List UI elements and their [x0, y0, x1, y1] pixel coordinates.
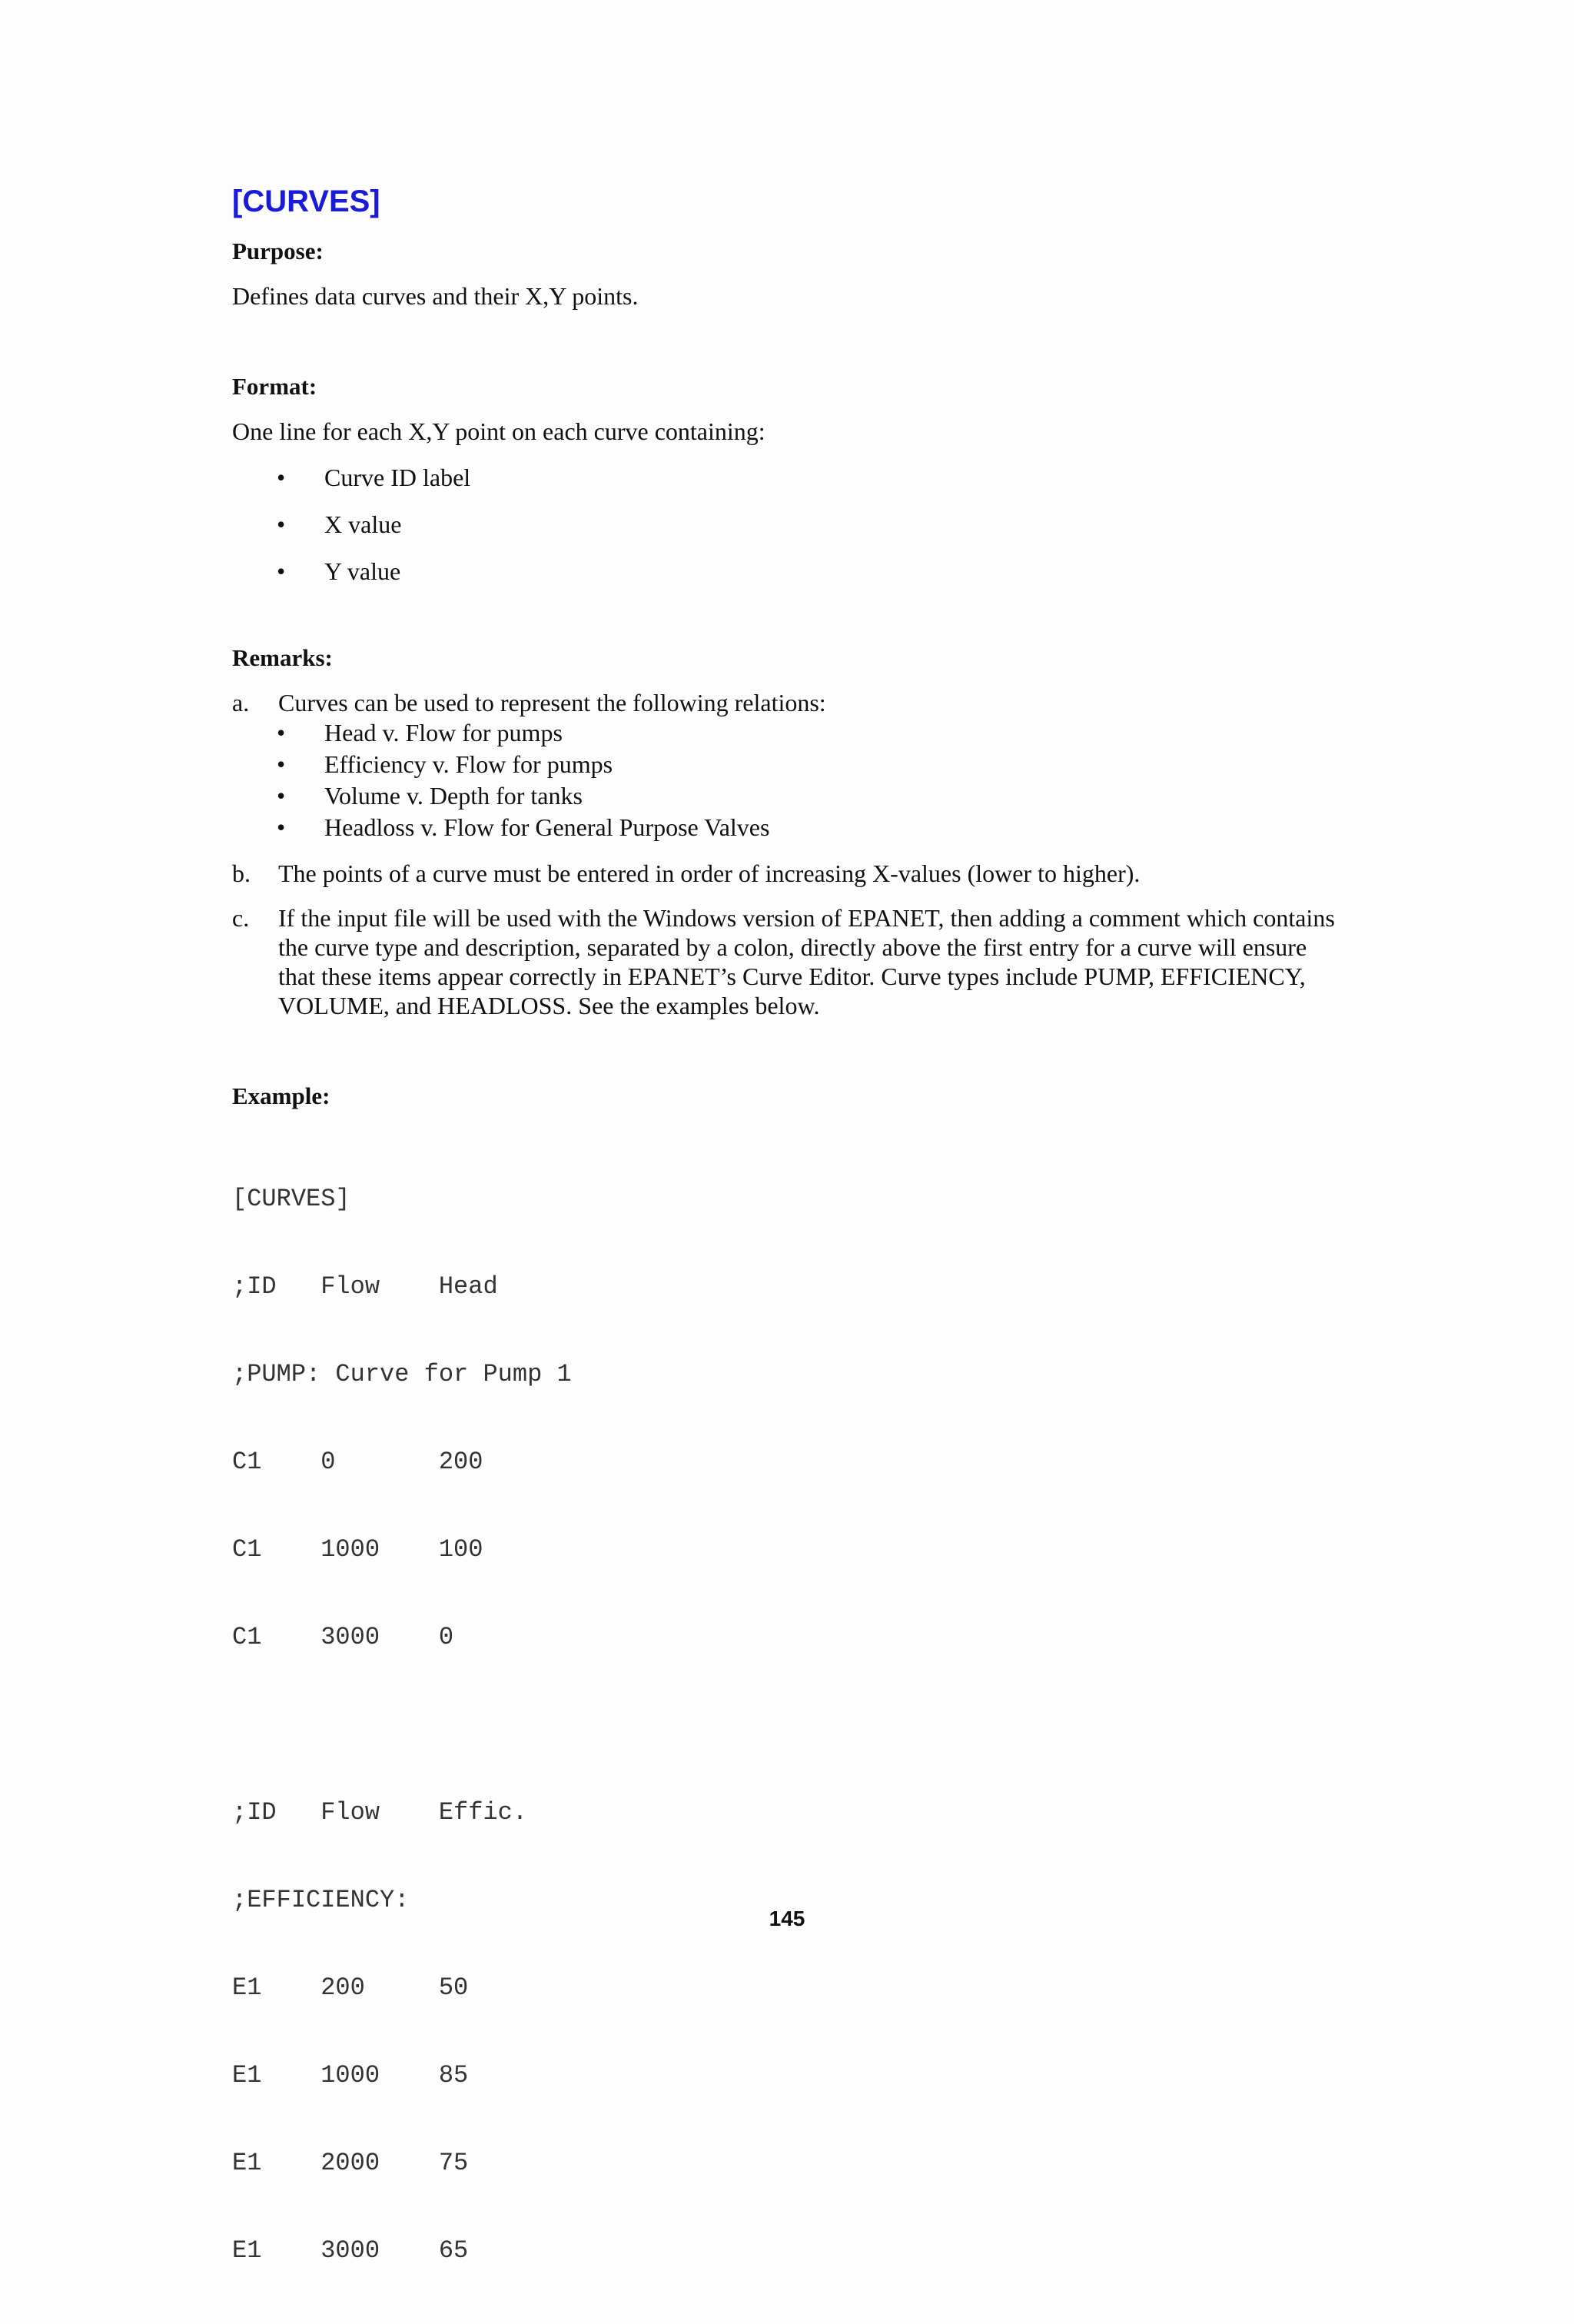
remark-item: [232, 903, 1339, 1020]
list-item-text: Headloss v. Flow for General Purpose Valves: [324, 813, 770, 841]
purpose-heading: Purpose:: [232, 238, 324, 264]
list-item: [278, 812, 1339, 843]
code-line: ;PUMP: Curve for Pump 1: [232, 1360, 572, 1388]
remarks-list: [232, 688, 1339, 1020]
document-page: [232, 183, 1339, 2324]
list-item-text: X value: [324, 510, 402, 538]
list-item-text: Efficiency v. Flow for pumps: [324, 750, 613, 778]
list-item-text: Curve ID label: [324, 464, 471, 491]
remark-letter: b.: [232, 859, 251, 887]
relations-list: [278, 717, 1339, 843]
list-item: [278, 749, 1339, 780]
code-block: [232, 1126, 1339, 2324]
bullet-icon: •: [277, 750, 286, 778]
remark-text: Curves can be used to represent the following relations:: [278, 689, 826, 716]
list-item-text: Y value: [324, 557, 401, 585]
example-heading: Example:: [232, 1082, 330, 1109]
purpose-section: [232, 237, 1339, 311]
code-line: [CURVES]: [232, 1185, 350, 1213]
code-line: E1 1000 85: [232, 2061, 469, 2090]
purpose-text: Defines data curves and their X,Y points.: [232, 282, 639, 310]
list-item: [278, 780, 1339, 812]
format-intro: One line for each X,Y point on each curve containing:: [232, 417, 765, 445]
page-number: 145: [769, 1907, 805, 1930]
code-line: ;ID Flow Effic.: [232, 1798, 528, 1827]
example-section: [232, 1082, 1339, 2324]
list-item: [232, 463, 1339, 492]
code-line: C1 0 200: [232, 1448, 483, 1476]
bullet-icon: •: [277, 464, 286, 491]
format-section: [232, 372, 1339, 586]
bullet-icon: •: [277, 719, 286, 746]
remarks-heading: Remarks:: [232, 644, 333, 671]
code-line: ;ID Flow Head: [232, 1272, 498, 1301]
code-line: ;EFFICIENCY:: [232, 1886, 410, 1914]
code-line: E1 200 50: [232, 1973, 469, 2002]
remark-letter: a.: [232, 689, 250, 716]
bullet-icon: •: [277, 557, 286, 585]
remark-item: [232, 859, 1339, 888]
bullet-icon: •: [277, 813, 286, 841]
list-item: [232, 510, 1339, 539]
bullet-icon: •: [277, 782, 286, 810]
remark-letter: c.: [232, 904, 250, 932]
code-line: [232, 1711, 1339, 1740]
code-line: C1 3000 0: [232, 1623, 454, 1651]
remark-text: If the input file will be used with the Windows version of EPANET, then adding a comment which contains the curve type and description, separated by a colon, directly above the first entry for a curve will ensure that these items appear correctly in EPANET’s Curve Editor. Curve types include PUMP, EFFICIENCY, VOLUME, and HEADLOSS. See the examples below.: [278, 904, 1335, 1019]
code-line: E1 3000 65: [232, 2236, 469, 2265]
section-title: [CURVES]: [232, 185, 380, 218]
list-item-text: Volume v. Depth for tanks: [324, 782, 583, 810]
remarks-section: [232, 643, 1339, 1020]
list-item: [278, 717, 1339, 749]
format-heading: Format:: [232, 373, 317, 400]
remark-item: [232, 688, 1339, 843]
code-line: C1 1000 100: [232, 1535, 483, 1564]
remark-text: The points of a curve must be entered in order of increasing X-values (lower to higher).: [278, 859, 1141, 887]
code-line: E1 2000 75: [232, 2149, 469, 2177]
bullet-icon: •: [277, 510, 286, 538]
list-item: [232, 557, 1339, 586]
list-item-text: Head v. Flow for pumps: [324, 719, 563, 746]
format-list: [232, 463, 1339, 586]
